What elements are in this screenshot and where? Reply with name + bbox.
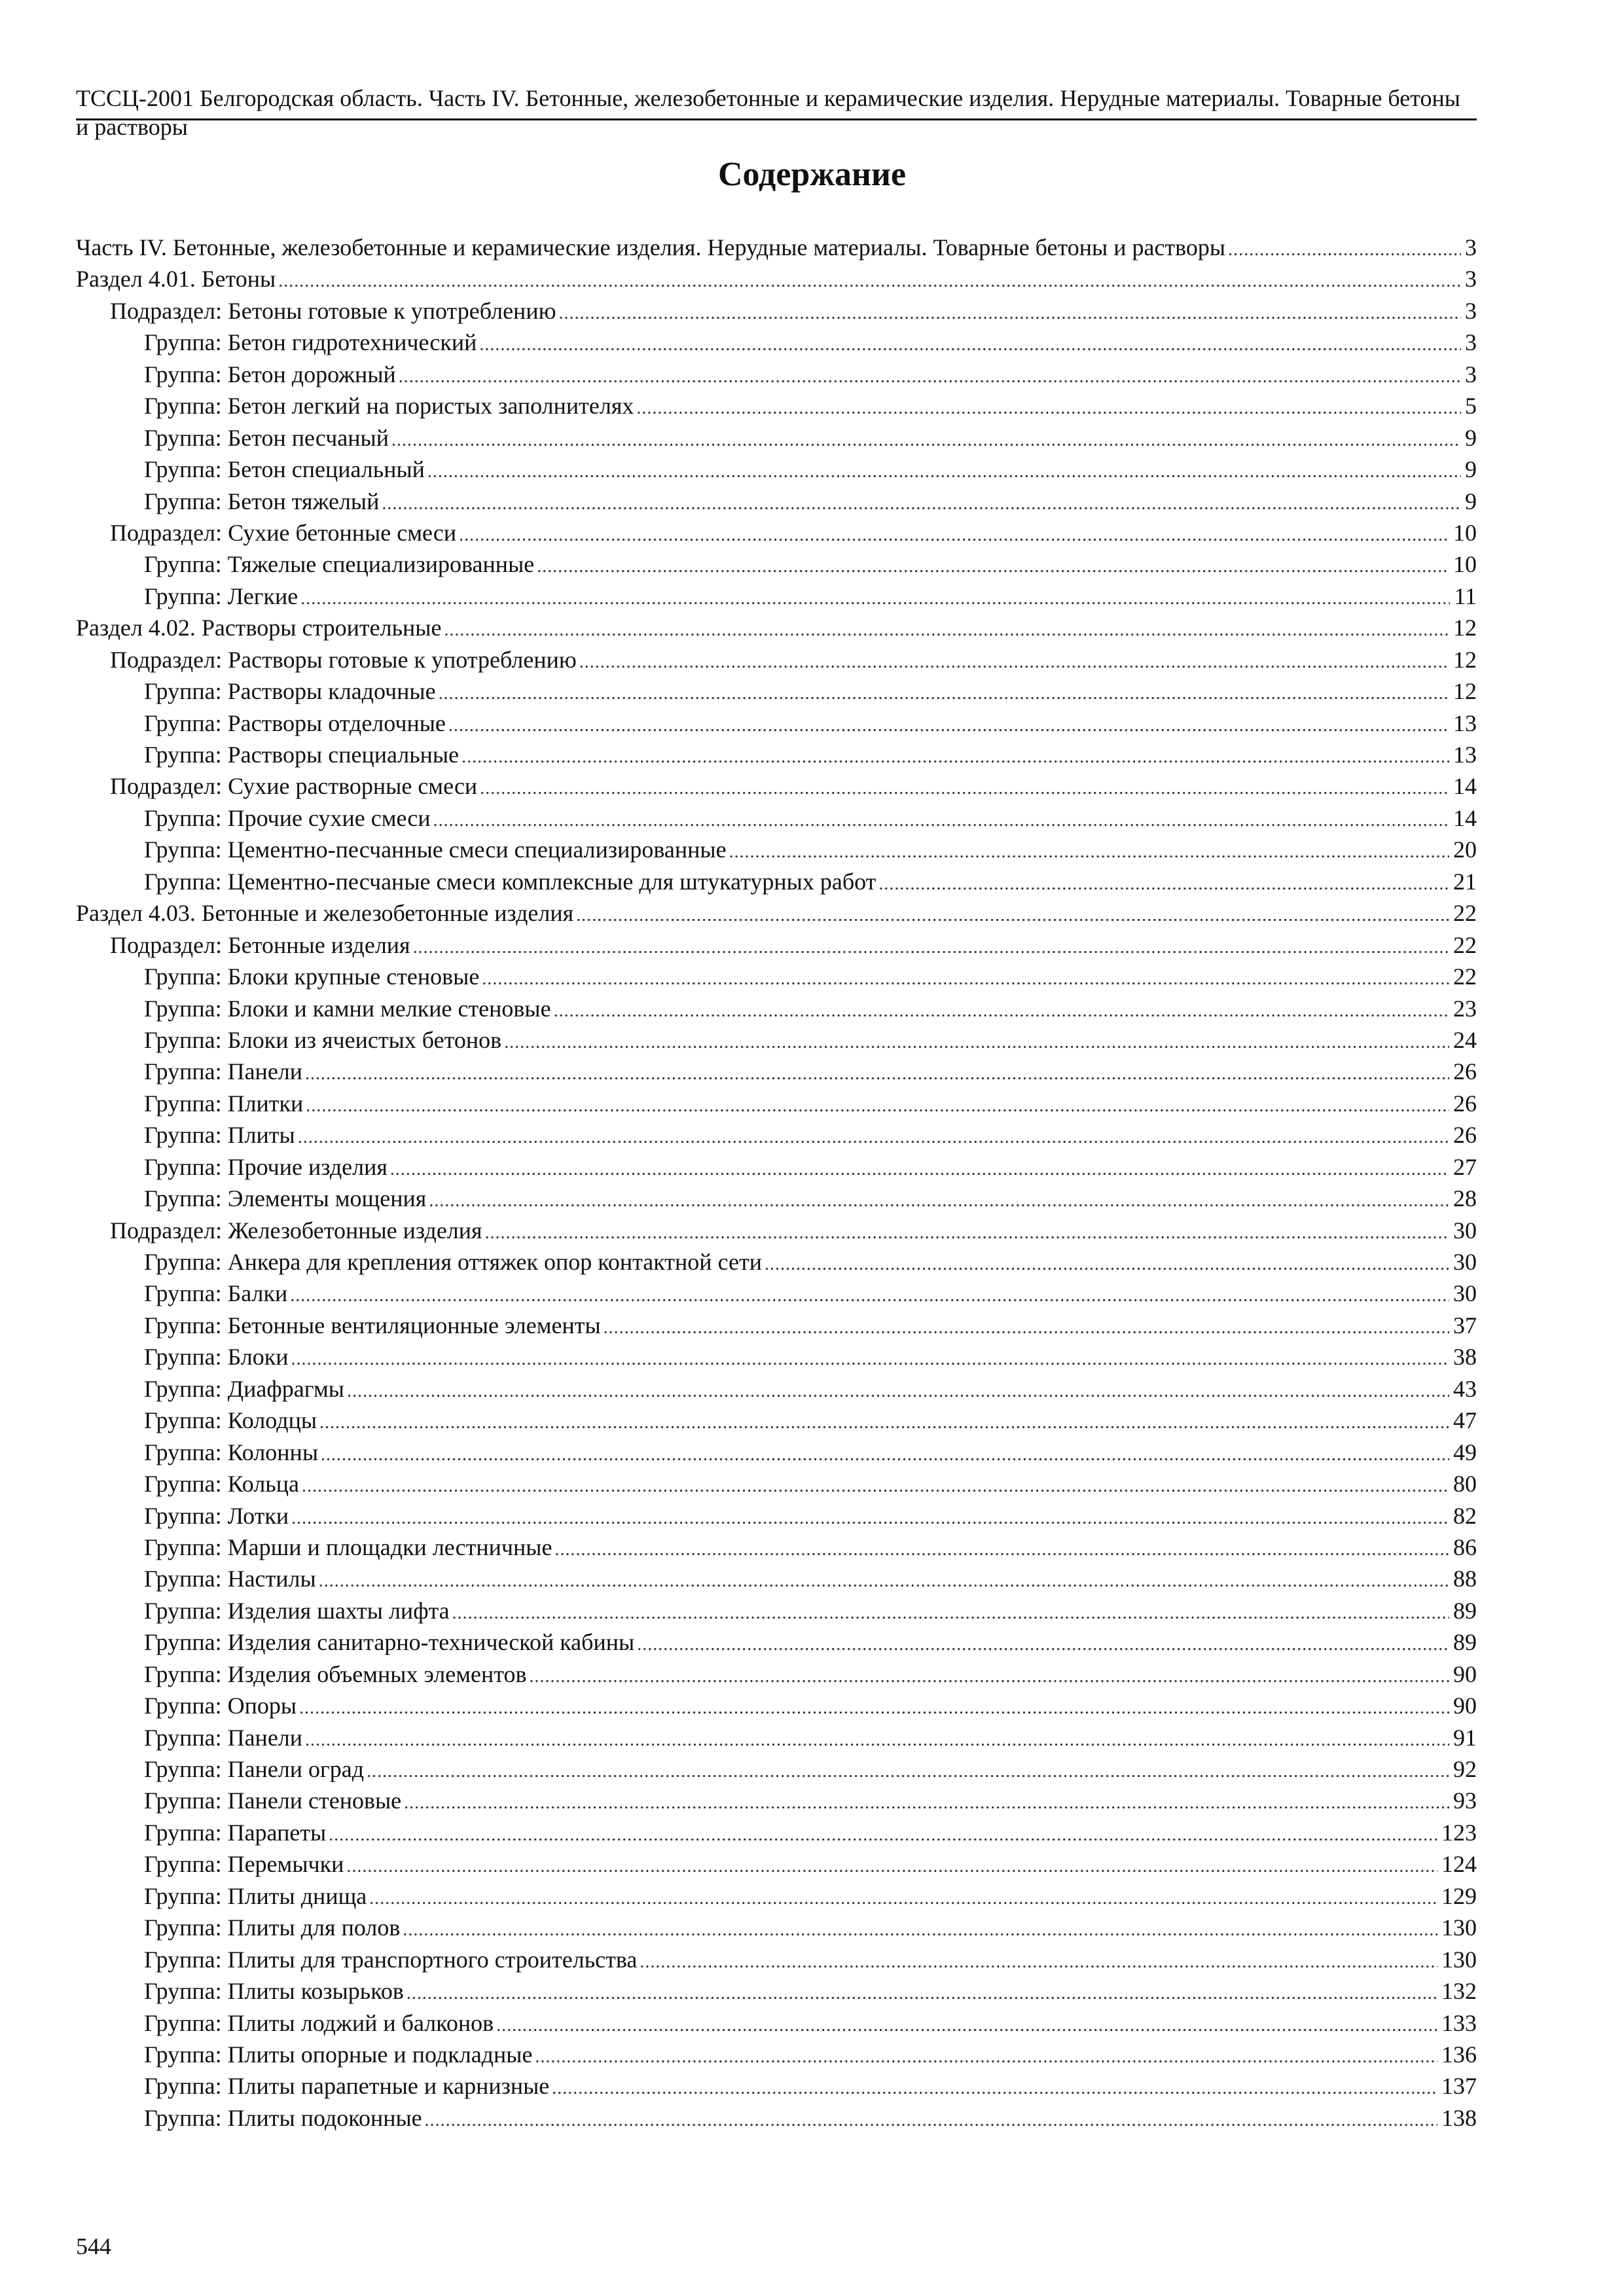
toc-entry[interactable] [76,897,1477,929]
toc-dot-leader [329,1820,1437,1851]
toc-entry-title: Группа: Плиты парапетные и карнизные [144,2073,550,2100]
toc-entry[interactable] [76,548,1477,580]
toc-entry[interactable] [76,1088,1477,1119]
toc-dot-leader [504,1027,1449,1058]
toc-entry[interactable] [76,2102,1477,2134]
toc-dot-leader [452,1598,1449,1629]
toc-entry[interactable] [76,1848,1477,1880]
toc-entry-title: Группа: Прочие сухие смеси [144,804,431,831]
toc-entry[interactable] [76,1690,1477,1721]
toc-entry[interactable] [76,1595,1477,1626]
toc-entry-title: Группа: Растворы отделочные [144,709,446,736]
toc-dot-leader [576,900,1449,931]
toc-entry-page: 90 [1453,1660,1477,1687]
toc-entry[interactable] [76,1532,1477,1563]
toc-dot-leader [305,1725,1449,1756]
toc-entry-page: 20 [1453,836,1477,863]
toc-dot-leader [391,425,1461,456]
toc-entry-title: Группа: Плиты днища [144,1882,367,1909]
toc-entry-page: 9 [1465,488,1477,514]
toc-dot-leader [559,298,1462,329]
toc-entry-page: 26 [1453,1058,1477,1085]
toc-entry-page: 21 [1453,868,1477,895]
toc-dot-leader [765,1249,1449,1280]
toc-entry-title: Группа: Парапеты [144,1819,327,1846]
toc-entry-title: Группа: Бетон дорожный [144,361,396,387]
toc-entry[interactable] [76,644,1477,675]
toc-entry-title: Группа: Колонны [144,1439,319,1465]
toc-entry-title: Группа: Плиты [144,1122,295,1149]
toc-entry-title: Группа: Блоки крупные стеновые [144,963,480,990]
toc-entry-page: 132 [1441,1978,1477,2005]
toc-entry-page: 130 [1441,1914,1477,1941]
toc-entry[interactable] [76,675,1477,707]
toc-entry[interactable] [76,1151,1477,1183]
toc-entry-title: Группа: Цементно-песчаные смеси комплексные для штукатурных работ [144,868,876,895]
toc-entry-page: 130 [1441,1946,1477,1973]
toc-entry-page: 93 [1453,1787,1477,1814]
toc-entry-title: Группа: Бетонные вентиляционные элементы [144,1312,601,1338]
toc-dot-leader [413,932,1449,963]
toc-entry-title: Группа: Бетон песчаный [144,424,389,451]
toc-entry-page: 3 [1465,266,1477,293]
toc-entry-title: Группа: Изделия шахты лифта [144,1597,450,1624]
toc-entry-title: Раздел 4.03. Бетонные и железобетонные изделия [76,900,574,927]
toc-dot-leader [298,1122,1449,1153]
toc-dot-leader [604,1312,1449,1344]
toc-entry-page: 13 [1453,742,1477,768]
toc-dot-leader [321,1439,1449,1471]
toc-dot-leader [579,647,1449,678]
toc-entry[interactable] [76,708,1477,739]
toc-dot-leader [425,2105,1437,2136]
toc-entry[interactable] [76,486,1477,517]
toc-entry-page: 138 [1441,2104,1477,2131]
toc-entry[interactable] [76,929,1477,961]
toc-entry-title: Группа: Тяжелые специализированные [144,551,535,578]
toc-entry-page: 80 [1453,1471,1477,1498]
toc-entry[interactable] [76,739,1477,770]
toc-dot-leader [406,1978,1437,2009]
toc-entry-page: 23 [1453,995,1477,1022]
toc-entry-page: 37 [1453,1312,1477,1338]
toc-dot-leader [347,1376,1449,1407]
toc-entry[interactable] [76,1278,1477,1309]
toc-dot-leader [496,2010,1437,2041]
toc-dot-leader [278,266,1461,297]
toc-entry-title: Группа: Бетон гидротехнический [144,329,477,356]
toc-entry[interactable] [76,390,1477,422]
toc-entry-title: Группа: Плитки [144,1090,304,1117]
toc-entry-title: Группа: Изделия санитарно-технической кабины [144,1629,635,1656]
toc-dot-leader [1228,234,1461,266]
toc-entry-title: Группа: Балки [144,1280,288,1307]
toc-entry-title: Группа: Прочие изделия [144,1153,388,1180]
toc-dot-leader [306,1090,1449,1122]
toc-entry[interactable] [76,1468,1477,1499]
toc-entry-title: Группа: Плиты для транспортного строительства [144,1946,638,1973]
toc-dot-leader [485,1217,1449,1249]
toc-entry-title: Группа: Изделия объемных элементов [144,1660,527,1687]
toc-entry-title: Группа: Настилы [144,1566,316,1592]
toc-entry-title: Группа: Блоки [144,1344,289,1371]
toc-entry[interactable] [76,1912,1477,1943]
toc-dot-leader [444,615,1449,646]
toc-entry[interactable] [76,1024,1477,1056]
toc-entry[interactable] [76,359,1477,390]
toc-entry-page: 14 [1453,804,1477,831]
toc-entry-page: 86 [1453,1534,1477,1560]
toc-entry[interactable] [76,1975,1477,2007]
toc-entry[interactable] [76,2070,1477,2102]
toc-entry-title: Группа: Панели стеновые [144,1787,402,1814]
toc-dot-leader [554,1534,1449,1566]
toc-entry[interactable] [76,1341,1477,1372]
toc-entry-title: Подраздел: Бетонные изделия [110,931,410,958]
toc-entry-page: 13 [1453,709,1477,736]
toc-entry-title: Группа: Плиты опорные и подкладные [144,2041,533,2068]
toc-entry-title: Подраздел: Сухие растворные смеси [110,773,478,800]
toc-entry-page: 22 [1453,931,1477,958]
toc-entry[interactable] [76,1785,1477,1816]
toc-dot-leader [429,1185,1449,1217]
toc-entry-page: 82 [1453,1502,1477,1529]
toc-entry-page: 30 [1453,1280,1477,1307]
toc-entry-page: 30 [1453,1217,1477,1244]
toc-entry-page: 3 [1465,329,1477,356]
toc-entry[interactable] [76,1183,1477,1214]
toc-entry[interactable] [76,961,1477,992]
toc-entry-page: 12 [1453,678,1477,705]
toc-entry-title: Подраздел: Растворы готовые к употреблению [110,646,577,673]
toc-dot-leader [552,2073,1437,2104]
toc-entry-title: Подраздел: Бетоны готовые к употреблению [110,297,556,324]
toc-entry[interactable] [76,834,1477,865]
toc-dot-leader [390,1154,1449,1185]
toc-entry-page: 9 [1465,456,1477,483]
toc-entry-title: Группа: Растворы специальные [144,742,460,768]
toc-entry-title: Группа: Диафрагмы [144,1375,344,1402]
toc-dot-leader [319,1566,1449,1597]
page-number: 544 [76,2233,111,2259]
toc-dot-leader [480,773,1449,804]
toc-entry-page: 89 [1453,1597,1477,1624]
toc-entry[interactable] [76,1500,1477,1532]
toc-entry-title: Группа: Плиты козырьков [144,1978,404,2005]
toc-dot-leader [302,1471,1449,1502]
toc-entry-title: Группа: Плиты лоджий и балконов [144,2009,494,2036]
toc-entry[interactable] [76,1753,1477,1785]
toc-dot-leader [367,1756,1449,1787]
toc-entry-title: Группа: Бетон легкий на пористых заполнителях [144,393,634,420]
toc-dot-leader [636,393,1461,424]
toc-entry-page: 89 [1453,1629,1477,1656]
toc-dot-leader [637,1629,1449,1660]
toc-entry-page: 124 [1441,1851,1477,1878]
toc-entry-title: Раздел 4.02. Растворы строительные [76,615,442,641]
toc-entry-page: 43 [1453,1375,1477,1402]
toc-dot-leader [479,329,1461,361]
running-header: ТССЦ-2001 Белгородская область. Часть IV. Бетонные, железобетонные и керамические изделия. Нерудные материалы. Товарные бетоны и растворы [76,85,1460,140]
toc-entry-page: 92 [1453,1756,1477,1782]
toc-dot-leader [290,1280,1449,1312]
toc-dot-leader [535,2041,1437,2073]
toc-entry[interactable] [76,1215,1477,1246]
toc-entry[interactable] [76,1056,1477,1087]
toc-dot-leader [369,1883,1437,1914]
toc-entry-page: 3 [1465,234,1477,260]
toc-entry-page: 11 [1454,583,1477,609]
toc-entry-title: Группа: Плиты для полов [144,1914,401,1941]
toc-entry-page: 12 [1453,615,1477,641]
toc-entry-page: 136 [1441,2041,1477,2068]
toc-entry-page: 12 [1453,646,1477,673]
toc-entry-title: Группа: Марши и площадки лестничные [144,1534,552,1560]
toc-entry-title: Группа: Панели оград [144,1756,365,1782]
toc-dot-leader [291,1344,1450,1375]
toc-entry-page: 14 [1453,773,1477,800]
toc-entry[interactable] [76,263,1477,295]
toc-entry-page: 27 [1453,1153,1477,1180]
toc-dot-leader [399,361,1461,393]
toc-entry-page: 9 [1465,424,1477,451]
toc-entry[interactable] [76,770,1477,802]
toc-entry-title: Группа: Колодцы [144,1407,317,1434]
toc-entry-page: 10 [1453,551,1477,578]
toc-entry[interactable] [76,612,1477,643]
toc-dot-leader [404,1787,1449,1819]
toc-dot-leader [403,1914,1437,1946]
toc-entry[interactable] [76,1373,1477,1405]
toc-entry[interactable] [76,1563,1477,1594]
toc-dot-leader [433,805,1449,836]
toc-dot-leader [382,488,1461,520]
toc-entry[interactable] [76,1626,1477,1658]
toc-dot-leader [537,551,1449,583]
toc-entry-page: 137 [1441,2073,1477,2100]
toc-entry[interactable] [76,581,1477,612]
toc-dot-leader [878,869,1449,900]
toc-entry-title: Подраздел: Сухие бетонные смеси [110,519,457,546]
toc-entry-title: Раздел 4.01. Бетоны [76,266,276,293]
toc-entry[interactable] [76,232,1477,263]
page-title: Содержание [717,156,907,193]
toc-entry-page: 133 [1441,2009,1477,2036]
toc-entry-page: 88 [1453,1566,1477,1592]
toc-entry-title: Группа: Бетон тяжелый [144,488,380,514]
toc-entry-title: Группа: Растворы кладочные [144,678,436,705]
toc-entry[interactable] [76,1817,1477,1848]
toc-dot-leader [482,963,1449,995]
toc-dot-leader [729,836,1449,868]
toc-entry[interactable] [76,1437,1477,1468]
toc-entry-title: Группа: Блоки из ячеистых бетонов [144,1026,502,1053]
toc-entry-page: 3 [1465,361,1477,387]
toc-entry[interactable] [76,1880,1477,1912]
toc-entry[interactable] [76,422,1477,454]
toc-entry-title: Группа: Цементно-песчанные смеси специализированные [144,836,727,863]
toc-entry[interactable] [76,802,1477,834]
toc-entry-title: Группа: Бетон специальный [144,456,425,483]
toc-entry[interactable] [76,517,1477,548]
toc-entry-page: 129 [1441,1882,1477,1909]
toc-entry-title: Группа: Панели [144,1724,303,1751]
toc-entry-title: Группа: Анкера для крепления оттяжек опор контактной сети [144,1249,762,1275]
toc-entry-page: 30 [1453,1249,1477,1275]
toc-entry-title: Группа: Перемычки [144,1851,344,1878]
toc-entry[interactable] [76,1246,1477,1278]
toc-entry-title: Часть IV. Бетонные, железобетонные и керамические изделия. Нерудные материалы. Товарные бетоны и растворы [76,234,1226,260]
toc-entry-title: Группа: Легкие [144,583,298,609]
toc-entry-page: 26 [1453,1090,1477,1117]
toc-entry-page: 24 [1453,1026,1477,1053]
toc-entry-title: Группа: Элементы мощения [144,1185,427,1212]
toc-entry-title: Группа: Кольца [144,1471,299,1498]
toc-dot-leader [299,1693,1449,1724]
toc-entry[interactable] [76,327,1477,358]
toc-entry-page: 28 [1453,1185,1477,1212]
toc-entry-title: Группа: Плиты подоконные [144,2104,422,2131]
toc-dot-leader [461,742,1449,773]
toc-entry[interactable] [76,454,1477,485]
toc-entry[interactable] [76,295,1477,327]
toc-entry-title: Подраздел: Железобетонные изделия [110,1217,482,1244]
toc-dot-leader [459,520,1449,551]
toc-entry-page: 3 [1465,297,1477,324]
toc-dot-leader [319,1407,1449,1439]
toc-dot-leader [291,1503,1449,1534]
toc-dot-leader [300,583,1450,615]
toc-entry-title: Группа: Блоки и камни мелкие стеновые [144,995,551,1022]
header-rule [76,118,1477,120]
toc-dot-leader [427,456,1461,488]
toc-dot-leader [305,1058,1449,1090]
toc-entry-page: 10 [1453,519,1477,546]
toc-entry[interactable] [76,1119,1477,1151]
toc-entry-page: 26 [1453,1122,1477,1149]
toc-entry-page: 49 [1453,1439,1477,1465]
toc-entry-page: 38 [1453,1344,1477,1371]
toc-entry-title: Группа: Опоры [144,1693,297,1719]
toc-entry[interactable] [76,993,1477,1024]
toc-entry-title: Группа: Панели [144,1058,303,1085]
toc-dot-leader [640,1946,1437,1978]
toc-entry-page: 22 [1453,900,1477,927]
toc-entry-page: 91 [1453,1724,1477,1751]
toc-entry-page: 47 [1453,1407,1477,1434]
toc-entry[interactable] [76,2007,1477,2039]
toc-dot-leader [448,710,1449,742]
toc-dot-leader [530,1661,1449,1693]
toc-dot-leader [554,996,1449,1027]
table-of-contents [76,232,1477,2134]
toc-entry-title: Группа: Лотки [144,1502,289,1529]
toc-entry-page: 22 [1453,963,1477,990]
toc-dot-leader [439,678,1449,709]
toc-entry[interactable] [76,1722,1477,1753]
toc-entry-page: 123 [1441,1819,1477,1846]
toc-entry[interactable] [76,2039,1477,2070]
toc-entry[interactable] [76,1310,1477,1341]
toc-entry[interactable] [76,1659,1477,1690]
toc-entry[interactable] [76,866,1477,897]
toc-entry[interactable] [76,1944,1477,1975]
toc-dot-leader [346,1851,1437,1882]
toc-entry-page: 5 [1465,393,1477,420]
toc-entry-page: 90 [1453,1693,1477,1719]
toc-entry[interactable] [76,1405,1477,1436]
